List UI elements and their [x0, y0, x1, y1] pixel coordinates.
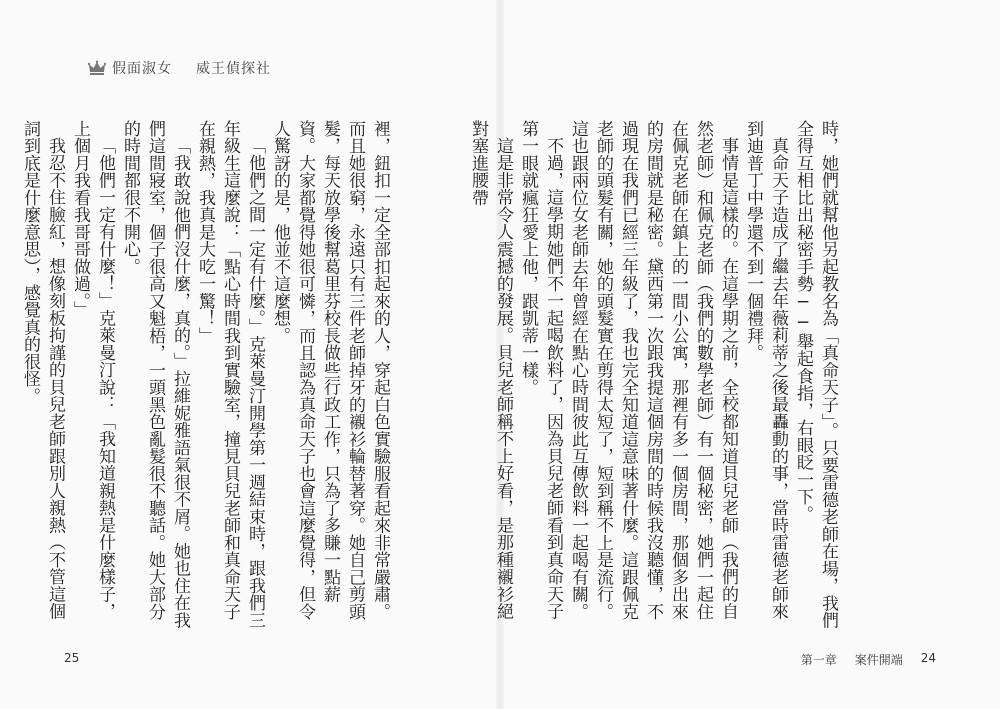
- right-page-text: [468, 120, 840, 630]
- paragraph: 不過，這學期她們不一起喝飲料了，因為貝兒老師看到真命天子第一眼就瘋狂愛上他，跟凱蒂一樣。: [518, 120, 563, 620]
- paragraph: 真命天子造成了繼去年薇莉蒂之後最轟動的事，當時雷德老師來到迪普丁中學還不到一個禮拜。: [743, 120, 788, 620]
- right-page-footer: [801, 651, 936, 668]
- book-title: 威王偵探社: [196, 61, 271, 77]
- crown-icon: [88, 60, 106, 76]
- paragraph: 「我敢說他們沒什麼，真的。」拉維妮雅語氣很不屑。她也住在我們這間寢室，個子很高又魁梧，一頭黑色亂髮很不聽話。她大部分的時間都很不開心。: [120, 120, 190, 629]
- paragraph: 這是非常令人震撼的發展。貝兒老師稱不上好看，是那種襯衫絕對塞進腰帶: [468, 120, 513, 620]
- chapter-label: 第一章: [800, 653, 837, 667]
- paragraph: 我忍不住臉紅，想像刻板拘謹的貝兒老師跟別人親熱（不管這個詞到底是什麼意思），感覺真的很怪。: [20, 120, 65, 620]
- page-number: 25: [64, 651, 80, 665]
- paragraph: 事情是這樣的。在這學期之前，全校都知道貝兒老師（我們的自然老師）和佩克老師（我們的數學老師）有一個秘密，她們一起住在佩克老師在鎮上的一間小公寓，那裡有多一個房間，那個多出來的房間就是秘密。黛西第一次跟我提這個房間的時候我沒聽懂，不過現在我們已經三年級了，我也完全知道這意味著什麼。這跟佩克老師的頭髮有關，她的頭髮實在剪得太短了，短到稱不上是流行。這也跟兩位女老師去年曾經在點心時間彼此互傳飲料一起喝有關。: [568, 120, 738, 621]
- left-page-text: [20, 120, 392, 630]
- left-page-number: [64, 651, 79, 665]
- running-header: [88, 58, 271, 78]
- page-number: 24: [920, 651, 936, 665]
- paragraph: 時，她們就幫他另起教名為「真命天子」。只要雷德老師在場，我們全得互相比出秘密手勢──舉起食指，右眼眨一下。: [793, 120, 838, 629]
- paragraph: 「他們一定有什麼！」克萊曼汀說：「我知道親熱是什麼樣子，上個月我看我哥哥做過。」: [70, 120, 115, 620]
- series-title: 假面淑女: [112, 61, 172, 77]
- paragraph: 裡，鈕扣一定全部扣起來的人，穿起白色實驗服看起來非常嚴肅。而且她很窮，永遠只有三件老師掉牙的襯衫輪替著穿。她自己剪頭髮，每天放學後幫葛里芬校長做些行政工作，只為了多賺一點薪資。大家都覺得她很可憐，而且認為真命天子也會這麼覺得，但令人驚訝的是，他並不這麼想。: [270, 120, 390, 621]
- chapter-title: 案件開端: [854, 653, 903, 667]
- paragraph: 「他們之間一定有什麼。」克萊曼汀開學第一週結束時，跟我們三年級生這麼說：「點心時間我到實驗室，撞見貝兒老師和真命天子在親熱，我真是大吃一驚！」: [195, 120, 265, 629]
